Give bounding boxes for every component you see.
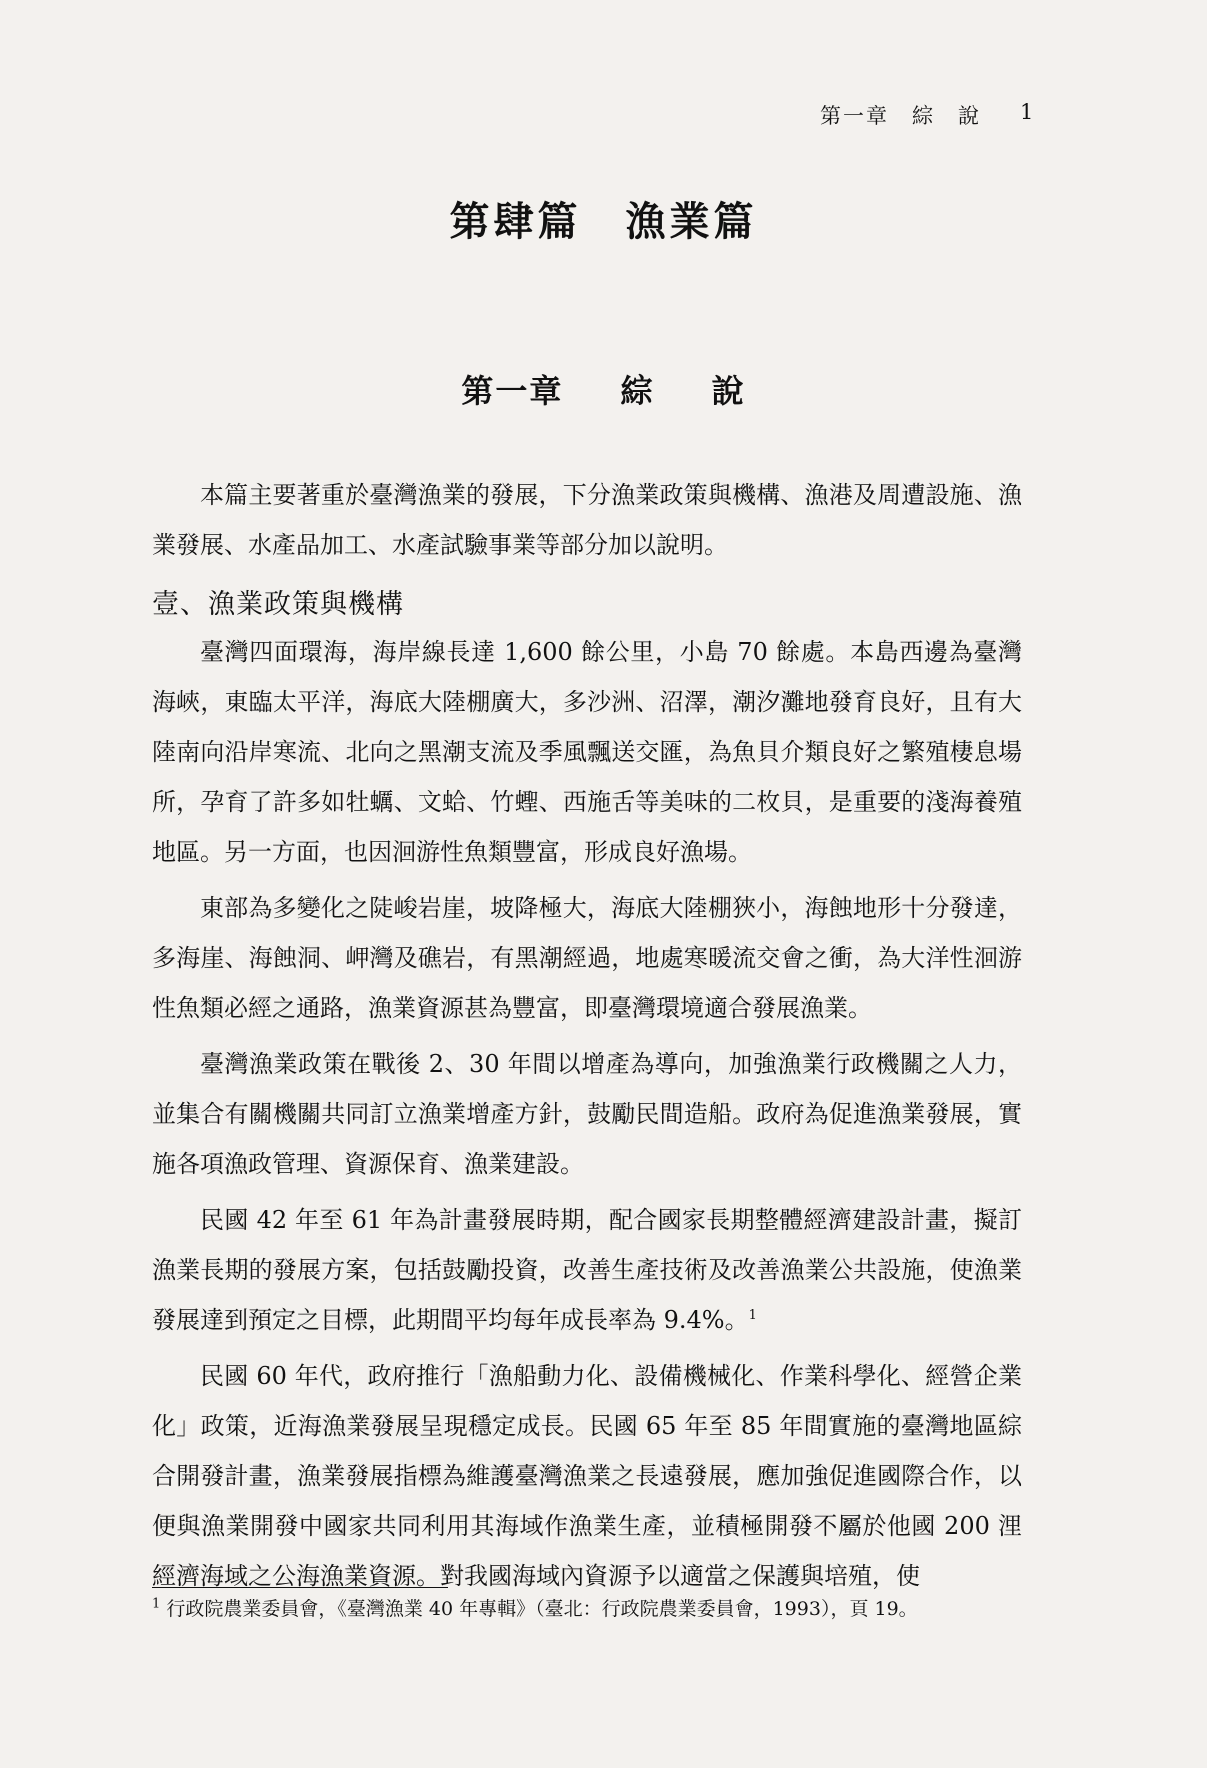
page-number: 1: [1020, 100, 1036, 124]
paragraph-5: 民國 60 年代，政府推行「漁船動力化、設備機械化、作業科學化、經營企業化」政策，近海漁業發展呈現穩定成長。民國 65 年至 85 年間實施的臺灣地區綜合開發計畫，漁業發展指標為維護臺灣漁業之長遠發展，應加強促進國際合作，以便與漁業開發中國家共同利用其海域作漁業生產，並積極開發不屬於他國 200 浬經濟海域之公海漁業資源。對我國海域內資源予以適當之保護與培殖，使: [152, 1362, 1022, 1590]
section-heading: 壹、漁業政策與機構: [152, 589, 404, 620]
paragraph-4-text: 民國 42 年至 61 年為計畫發展時期，配合國家長期整體經濟建設計畫，擬訂漁業長期的發展方案，包括鼓勵投資，改善生產技術及改善漁業公共設施，使漁業發展達到預定之目標，此期間平均每年成長率為 9.4%。: [152, 1206, 1022, 1334]
intro-paragraph: 本篇主要著重於臺灣漁業的發展，下分漁業政策與機構、漁港及周遭設施、漁業發展、水產品加工、水產試驗事業等部分加以說明。: [152, 481, 1022, 559]
chapter-title: [0, 366, 1207, 412]
footnote-divider: [152, 1587, 448, 1588]
footnote-text: 行政院農業委員會，《臺灣漁業 40 年專輯》（臺北：行政院農業委員會，1993），頁 19。: [166, 1598, 918, 1620]
chapter-title-word-1: 綜: [620, 372, 655, 410]
body-text: [152, 627, 1022, 1607]
paragraph-1: 臺灣四面環海，海岸線長達 1,600 餘公里，小島 70 餘處。本島西邊為臺灣海峽，東臨太平洋，海底大陸棚廣大，多沙洲、沼澤，潮汐灘地發育良好，且有大陸南向沿岸寒流、北向之黑潮支流及季風飄送交匯，為魚貝介類良好之繁殖棲息場所，孕育了許多如牡蠣、文蛤、竹蟶、西施舌等美味的二枚貝，是重要的淺海養殖地區。另一方面，也因洄游性魚類豐富，形成良好漁場。: [152, 638, 1022, 866]
chapter-title-word-2: 說: [711, 372, 746, 410]
running-header: [820, 100, 1036, 130]
intro-block: [152, 470, 1022, 576]
chapter-title-number: 第一章: [461, 372, 564, 410]
paragraph-4: [152, 1195, 1022, 1345]
footnote-reference: 1: [748, 1308, 757, 1323]
footnote: [152, 1594, 1022, 1624]
footnote-marker: 1: [152, 1596, 161, 1612]
part-title: 第肆篇 漁業篇: [449, 198, 758, 245]
running-title: 第一章 綜 說: [820, 104, 981, 128]
paragraph-3: 臺灣漁業政策在戰後 2、30 年間以增產為導向，加強漁業行政機關之人力，並集合有關機關共同訂立漁業增產方針，鼓勵民間造船。政府為促進漁業發展，實施各項漁政管理、資源保育、漁業建設。: [152, 1050, 1022, 1178]
paragraph-2: 東部為多變化之陡峻岩崖，坡降極大，海底大陸棚狹小，海蝕地形十分發達，多海崖、海蝕洞、岬灣及礁岩，有黑潮經過，地處寒暖流交會之衝，為大洋性洄游性魚類必經之通路，漁業資源甚為豐富，即臺灣環境適合發展漁業。: [152, 894, 1022, 1022]
